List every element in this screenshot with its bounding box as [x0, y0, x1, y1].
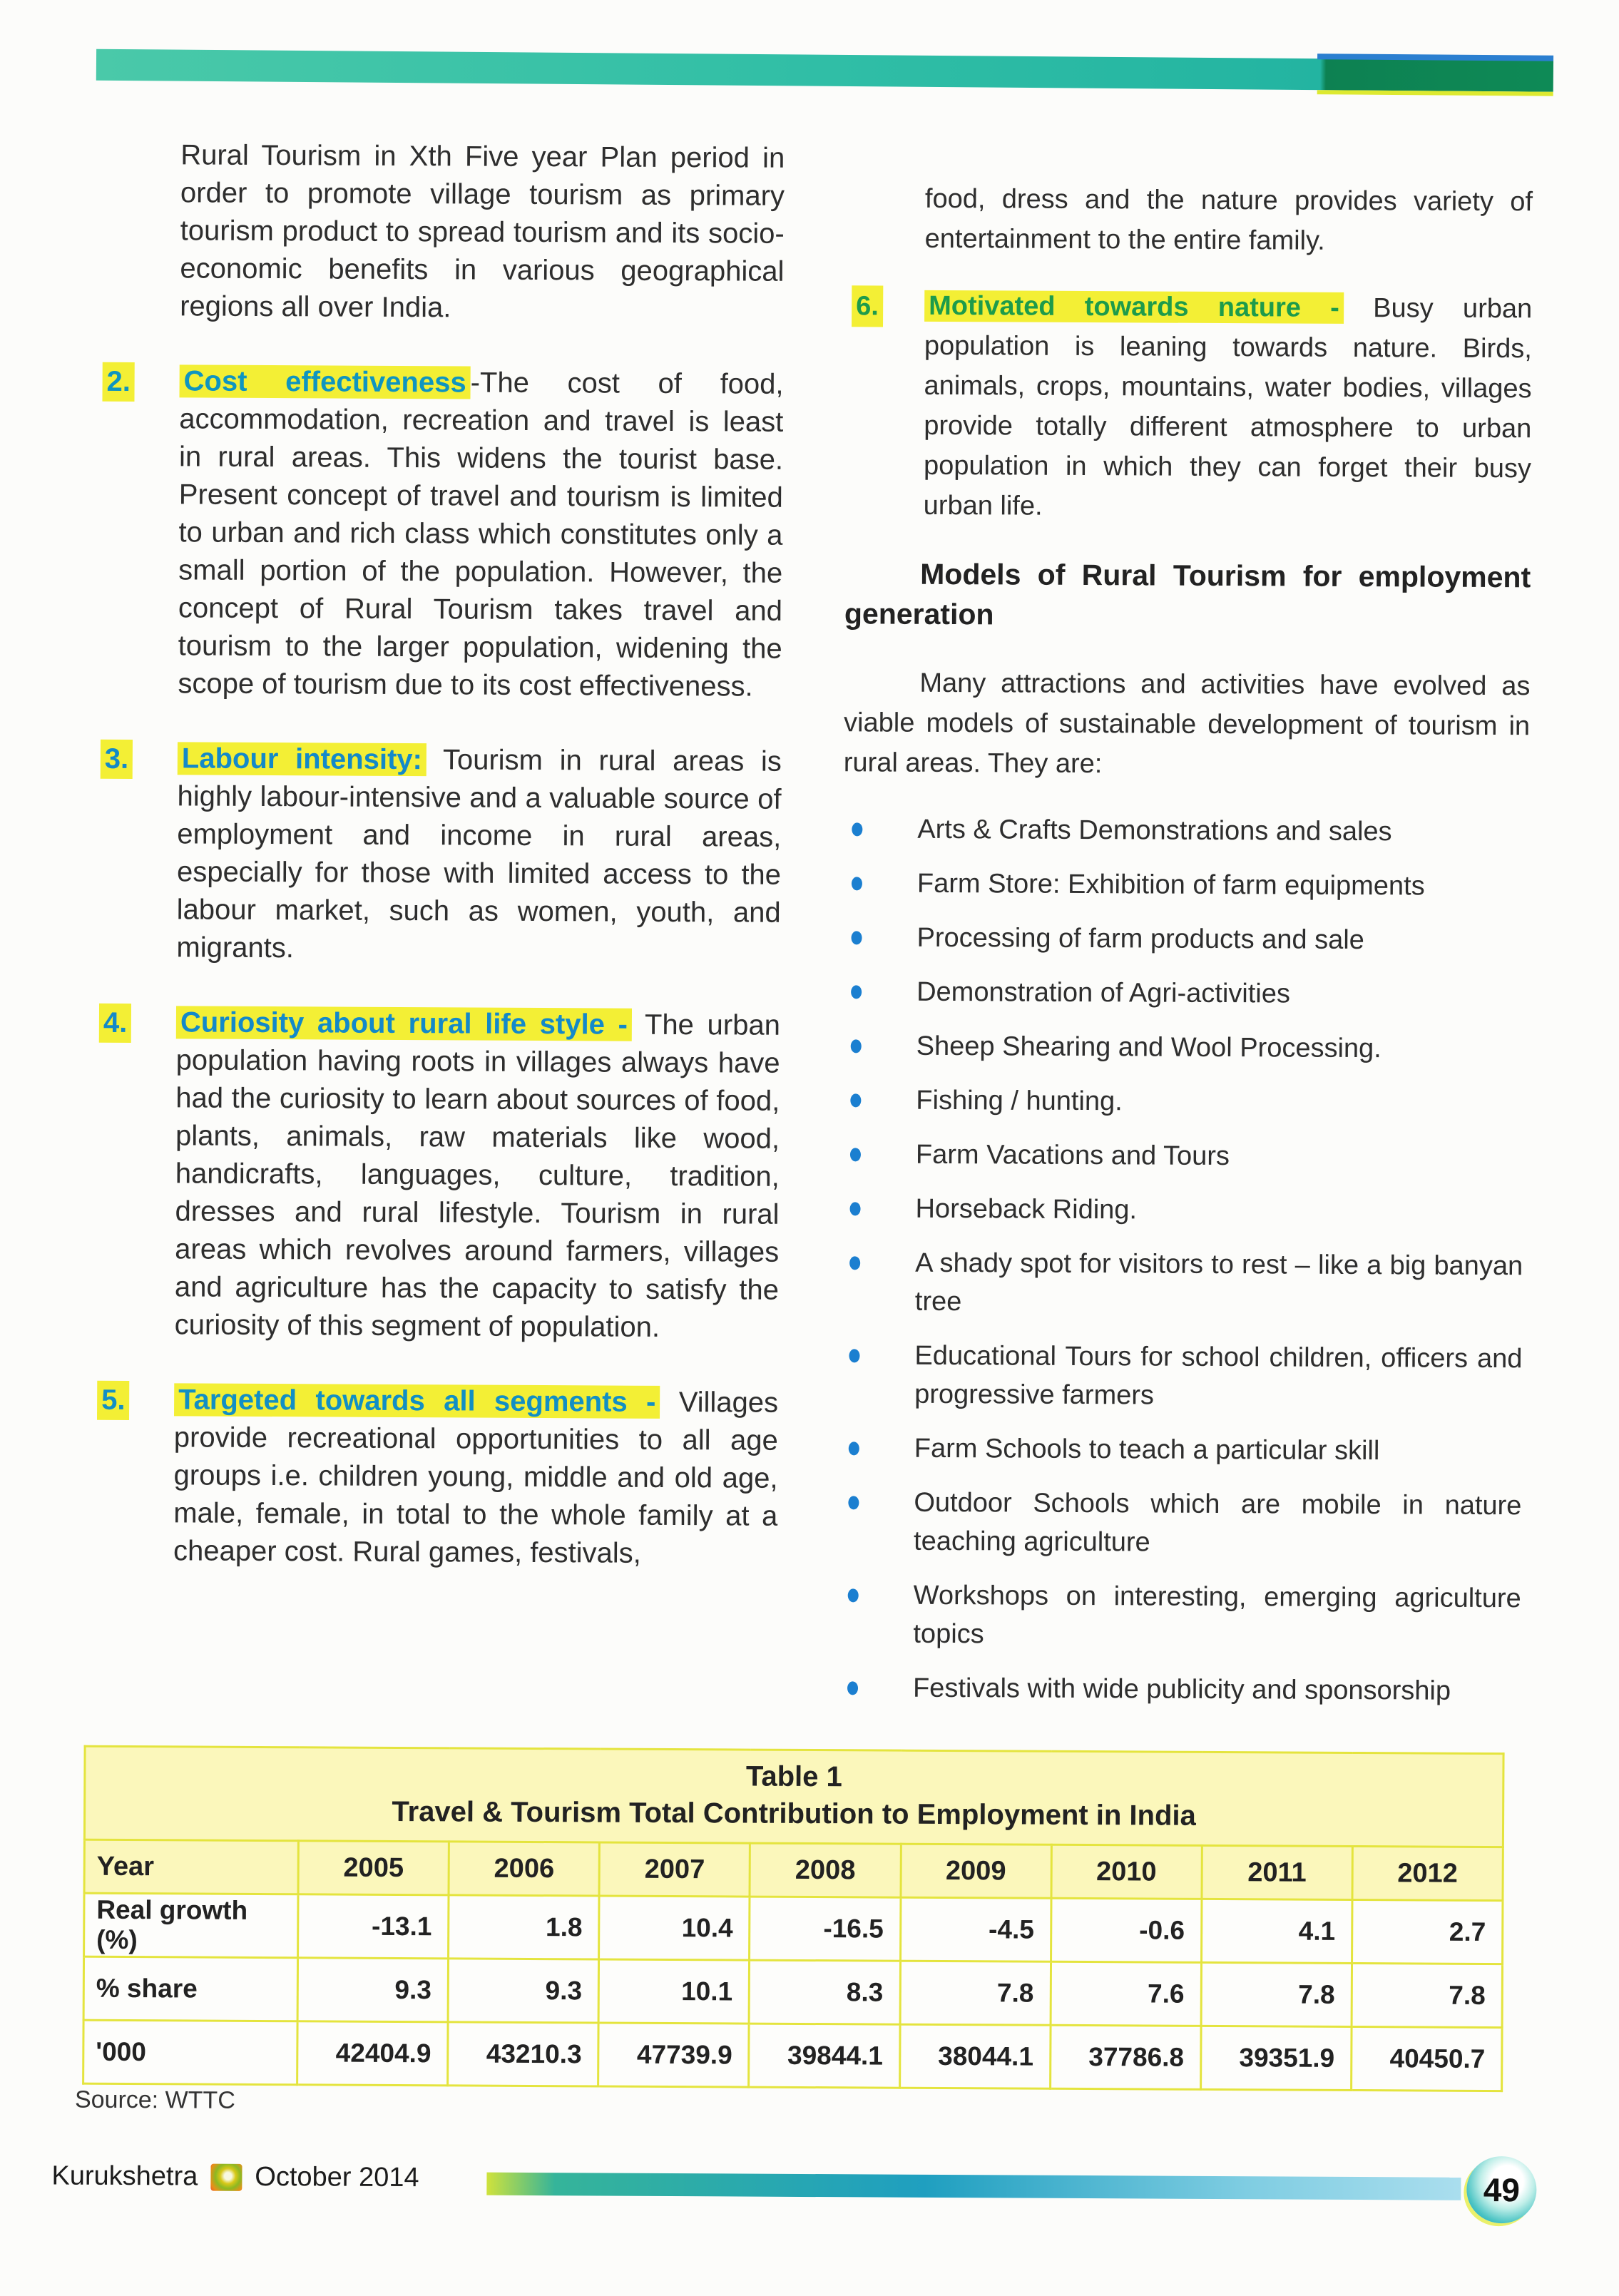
bullet-text: Festivals with wide publicity and sponsorship	[912, 1673, 1451, 1706]
continuation-paragraph: food, dress and the nature provides variety of entertainment to the entire family.	[924, 183, 1533, 256]
column-header-year: Year	[84, 1840, 298, 1894]
list-item-4	[103, 1004, 781, 1347]
table-cell: 7.8	[1352, 1963, 1503, 2027]
kurukshetra-logo-icon	[210, 2163, 242, 2190]
table-cell: -0.6	[1051, 1898, 1202, 1962]
table-cell: 7.8	[1201, 1962, 1352, 2026]
list-item	[842, 1026, 1524, 1068]
table-row	[83, 2020, 1502, 2091]
column-header: 2011	[1202, 1845, 1353, 1899]
table-source-note: Source: WTTC	[74, 2086, 235, 2114]
left-column	[89, 136, 785, 1573]
bullet-text: Workshops on interesting, emerging agriculture topics	[913, 1580, 1521, 1650]
bullet-icon	[849, 1349, 859, 1362]
section-paragraph: Many attractions and activities have evolved as viable models of sustainable development of tourism in rural areas. They are:	[843, 668, 1531, 780]
bullet-list	[839, 810, 1530, 1710]
column-header: 2007	[599, 1842, 750, 1897]
column-header: 2008	[750, 1843, 901, 1897]
top-decorative-bar	[96, 49, 1553, 92]
table-cell: 7.8	[900, 1961, 1051, 2025]
list-item	[842, 918, 1524, 960]
bullet-text: Fishing / hunting.	[916, 1085, 1123, 1117]
topbar-blue-edge	[1317, 53, 1553, 61]
issue-date: October 2014	[255, 2161, 419, 2193]
table-cell: 7.6	[1051, 1961, 1202, 2026]
list-item-2	[106, 362, 784, 705]
table-cell: 42404.9	[297, 2021, 449, 2086]
table-header-row	[84, 1840, 1503, 1900]
bullet-icon	[852, 822, 862, 836]
list-item	[840, 1429, 1522, 1471]
table-cell: 2.7	[1352, 1899, 1503, 1964]
magazine-name: Kurukshetra	[51, 2160, 198, 2192]
table-cell: 38044.1	[899, 2024, 1051, 2088]
item-number: 3.	[101, 740, 133, 779]
page-number-badge	[1466, 2156, 1536, 2224]
right-column	[839, 151, 1533, 1726]
item-heading: Motivated towards nature -	[924, 290, 1344, 324]
table-cell: 37786.8	[1050, 2025, 1201, 2089]
list-item-6	[856, 286, 1533, 529]
list-item	[839, 1576, 1521, 1656]
item-text: Busy urban population is leaning towards nature. Birds, animals, crops, mountains, water bodies, villages provide totally different atmosphere to urban population in which they can forget their busy urban life.	[923, 293, 1533, 521]
bullet-text: Demonstration of Agri-activities	[916, 976, 1291, 1009]
table-cell: 39844.1	[749, 2024, 900, 2088]
column-header: 2005	[298, 1841, 449, 1895]
table-cell: 1.8	[449, 1895, 600, 1959]
bullet-text: Arts & Crafts Demonstrations and sales	[917, 814, 1392, 847]
table-title-line1: Table 1	[745, 1760, 842, 1793]
bullet-icon	[849, 1442, 859, 1455]
table-cell: 9.3	[297, 1958, 449, 2022]
table-title-row	[84, 1746, 1503, 1847]
column-header: 2009	[901, 1844, 1052, 1898]
bullet-icon	[851, 985, 862, 999]
bullet-icon	[850, 1093, 861, 1107]
table-cell: -13.1	[298, 1894, 449, 1959]
bullet-text: Farm Schools to teach a particular skill	[914, 1433, 1380, 1466]
item-number: 5.	[97, 1381, 130, 1420]
section-heading: Models of Rural Tourism for employment generation	[844, 557, 1531, 631]
list-item	[841, 1243, 1523, 1324]
table-cell: 8.3	[749, 1960, 900, 2024]
item-number: 4.	[99, 1004, 132, 1043]
bullet-icon	[848, 1496, 859, 1509]
table-title-line2: Travel & Tourism Total Contribution to Employment in India	[392, 1795, 1196, 1832]
item-text: The cost of food, accommodation, recreation and travel is least in rural areas. This widens the tourist base. Present concept of travel and tourism is limited to urban and rich class which constitutes only a small portion of the population. However, the concept of Rural Tourism takes travel and tourism to the larger population, widening the scope of tourism due to its cost effectiveness.	[178, 367, 784, 703]
item-heading: Cost effectiveness	[179, 364, 470, 399]
bullet-icon	[850, 1148, 861, 1161]
bullet-icon	[847, 1681, 858, 1695]
bullet-text: A shady spot for visitors to rest – like a big banyan tree	[914, 1248, 1523, 1317]
table-cell: 47739.9	[598, 2023, 750, 2087]
table-cell: 39351.9	[1200, 2026, 1352, 2090]
table-cell: 40450.7	[1351, 2026, 1502, 2091]
bullet-icon	[851, 931, 862, 944]
item-separator: -	[470, 367, 481, 399]
list-item	[842, 1135, 1523, 1177]
list-item	[840, 1336, 1523, 1417]
topbar-yellow-edge	[1317, 90, 1553, 96]
item-heading: Curiosity about rural life style -	[176, 1006, 632, 1041]
footer	[51, 2160, 419, 2193]
footer-decorative-bar	[486, 2173, 1461, 2200]
list-item-5	[101, 1381, 779, 1573]
table-cell: 10.4	[599, 1896, 750, 1960]
item-heading: Targeted towards all segments -	[174, 1383, 660, 1419]
list-item	[843, 810, 1525, 852]
item-heading: Labour intensity:	[178, 742, 427, 776]
row-label: % share	[83, 1956, 297, 2021]
bullet-text: Sheep Shearing and Wool Processing.	[916, 1031, 1381, 1064]
bullet-icon	[848, 1588, 859, 1602]
table-title	[84, 1746, 1503, 1847]
bullet-icon	[851, 1039, 862, 1053]
intro-paragraph: Rural Tourism in Xth Five year Plan period in order to promote village tourism as primary tourism product to spread tourism and its socio- economic benefits in various geographical regions all over India.	[180, 139, 785, 324]
row-label: '000	[83, 2020, 297, 2085]
employment-table	[82, 1745, 1504, 2092]
item-number: 6.	[852, 285, 883, 327]
list-item-3	[104, 740, 782, 969]
table-cell: -16.5	[750, 1897, 901, 1961]
table-cell: -4.5	[900, 1897, 1051, 1961]
bullet-text: Educational Tours for school children, officers and progressive farmers	[914, 1340, 1523, 1411]
table-cell: 9.3	[448, 1959, 599, 2023]
column-header: 2006	[449, 1842, 600, 1896]
table-row	[83, 1956, 1502, 2027]
list-item	[841, 1189, 1523, 1231]
table-cell: 4.1	[1201, 1899, 1352, 1963]
bullet-text: Farm Store: Exhibition of farm equipments	[916, 868, 1425, 902]
table-row	[84, 1893, 1503, 1964]
column-header: 2012	[1352, 1846, 1503, 1900]
list-item	[842, 1081, 1523, 1123]
list-item	[839, 1668, 1521, 1710]
row-label: Real growth (%)	[84, 1893, 298, 1958]
bullet-text: Farm Vacations and Tours	[915, 1139, 1230, 1172]
bullet-icon	[850, 1202, 861, 1215]
item-text: Villages provide recreational opportunities to all age groups i.e. children young, middle and old age, male, female, in total to the whole family at a cheaper cost. Rural games, festivals,	[173, 1387, 779, 1569]
item-number: 2.	[102, 362, 135, 402]
bullet-text: Processing of farm products and sale	[916, 922, 1364, 956]
table-cell: 10.1	[598, 1959, 750, 2024]
page-number: 49	[1483, 2170, 1521, 2209]
bullet-text: Horseback Riding.	[915, 1193, 1138, 1225]
column-header: 2010	[1051, 1845, 1202, 1899]
list-item	[843, 864, 1525, 906]
item-text: Tourism in rural areas is highly labour-intensive and a valuable source of employment and income in rural areas, especially for those with limited access to the labour market, such as women, youth, and migrants.	[176, 744, 782, 964]
table-cell: 43210.3	[448, 2022, 599, 2086]
list-item	[839, 1483, 1522, 1563]
list-item	[842, 972, 1524, 1014]
bullet-icon	[849, 1256, 860, 1270]
bullet-text: Outdoor Schools which are mobile in nature teaching agriculture	[914, 1487, 1522, 1558]
item-text: The urban population having roots in villages always have had the curiosity to learn about sources of food, plants, animals, raw materials like wood, handicrafts, languages, culture, tradition, dresses and rural lifestyle. Tourism in rural areas which revolves around farmers, villages and agriculture has the capacity to satisfy the curiosity of this segment of population.	[174, 1009, 781, 1343]
bullet-icon	[852, 877, 862, 890]
